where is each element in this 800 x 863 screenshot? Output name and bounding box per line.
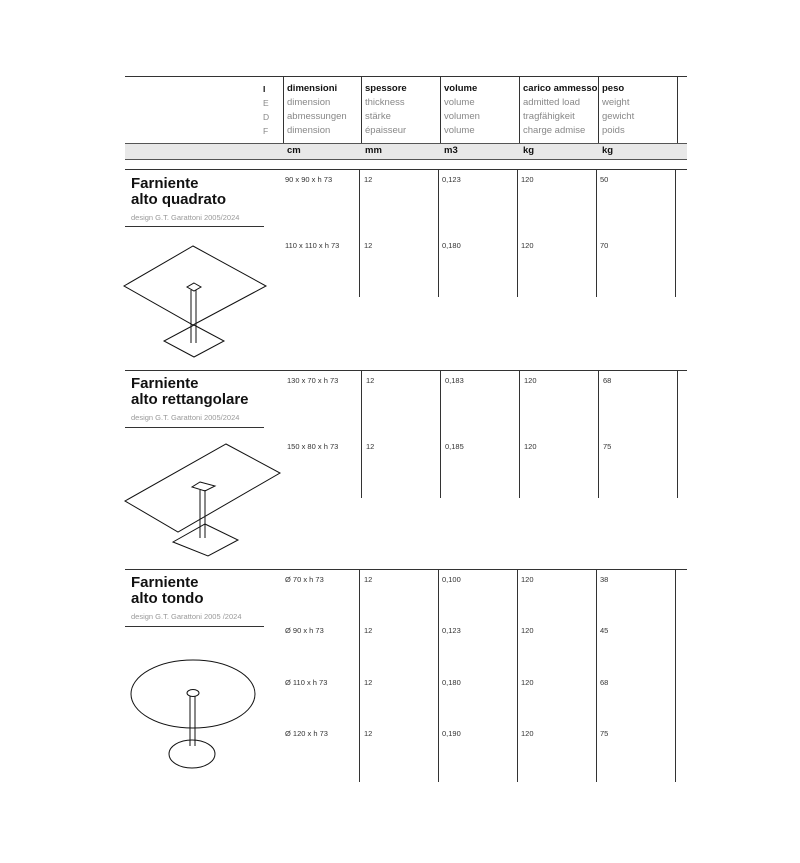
unit-weight: kg <box>602 145 614 156</box>
column-divider <box>517 570 518 782</box>
cell-thickness: 12 <box>366 376 375 385</box>
cell-dimension: Ø 120 x h 73 <box>285 729 328 738</box>
label-en: dimension <box>287 97 331 108</box>
section-top-rule <box>125 169 687 170</box>
designer-credit: design G.T. Garattoni 2005/2024 <box>131 213 240 222</box>
label-it: dimensioni <box>287 83 338 94</box>
rectangular-table-icon <box>120 440 285 560</box>
cell-weight: 75 <box>600 729 609 738</box>
column-divider <box>438 170 439 297</box>
column-header-thickness <box>365 82 407 138</box>
cell-volume: 0,123 <box>442 626 461 635</box>
header-divider <box>519 77 520 143</box>
column-header-dimension <box>287 82 347 138</box>
label-de: volumen <box>444 111 480 122</box>
unit-thickness: mm <box>365 145 382 156</box>
cell-weight: 50 <box>600 175 609 184</box>
product-name-line2: alto rettangolare <box>131 391 249 408</box>
cell-load: 120 <box>521 175 534 184</box>
column-divider <box>517 170 518 297</box>
cell-weight: 68 <box>603 376 612 385</box>
unit-dimension: cm <box>287 145 301 156</box>
lang-code-i: I <box>263 84 266 94</box>
cell-load: 120 <box>521 626 534 635</box>
cell-volume: 0,100 <box>442 575 461 584</box>
column-header-load <box>523 82 597 138</box>
column-divider <box>361 371 362 498</box>
cell-load: 120 <box>521 678 534 687</box>
section-top-rule <box>125 569 687 570</box>
cell-thickness: 12 <box>364 626 373 635</box>
cell-load: 120 <box>521 241 534 250</box>
designer-credit: design G.T. Garattoni 2005 /2024 <box>131 612 242 621</box>
product-name-line1: Farniente <box>131 175 199 192</box>
product-title <box>131 176 226 208</box>
header-divider <box>598 77 599 143</box>
cell-dimension: Ø 90 x h 73 <box>285 626 324 635</box>
label-it: spessore <box>365 83 407 94</box>
lang-code-f: F <box>263 126 269 136</box>
column-divider <box>440 371 441 498</box>
cell-volume: 0,185 <box>445 442 464 451</box>
cell-volume: 0,190 <box>442 729 461 738</box>
cell-dimension: 90 x 90 x h 73 <box>285 175 333 184</box>
cell-weight: 68 <box>600 678 609 687</box>
column-divider <box>596 570 597 782</box>
cell-volume: 0,183 <box>445 376 464 385</box>
column-divider <box>438 570 439 782</box>
label-de: gewicht <box>602 111 635 122</box>
square-table-icon <box>120 240 270 360</box>
column-divider <box>359 170 360 297</box>
cell-load: 120 <box>524 442 537 451</box>
cell-weight: 45 <box>600 626 609 635</box>
round-table-icon <box>125 650 270 775</box>
column-header-weight <box>602 82 634 138</box>
cell-thickness: 12 <box>364 729 373 738</box>
product-name-line1: Farniente <box>131 574 199 591</box>
label-it: volume <box>444 83 478 94</box>
cell-thickness: 12 <box>364 678 373 687</box>
label-de: tragfähigkeit <box>523 111 575 122</box>
label-fr: épaisseur <box>365 125 407 136</box>
title-underline <box>125 427 264 428</box>
unit-load: kg <box>523 145 535 156</box>
cell-weight: 70 <box>600 241 609 250</box>
cell-weight: 75 <box>603 442 612 451</box>
title-underline <box>125 626 264 627</box>
cell-dimension: Ø 110 x h 73 <box>285 678 328 687</box>
product-name-line2: alto quadrato <box>131 191 227 208</box>
cell-load: 120 <box>524 376 537 385</box>
cell-thickness: 12 <box>364 241 373 250</box>
column-divider <box>677 371 678 498</box>
title-underline <box>125 226 264 227</box>
label-it: carico ammesso <box>523 83 598 94</box>
cell-load: 120 <box>521 575 534 584</box>
unit-volume: m3 <box>444 145 458 156</box>
header-divider <box>283 77 284 143</box>
cell-thickness: 12 <box>364 575 373 584</box>
label-fr: dimension <box>287 125 331 136</box>
header-divider <box>677 77 678 143</box>
product-title <box>131 376 249 408</box>
column-divider <box>596 170 597 297</box>
label-en: weight <box>602 97 630 108</box>
product-name-line1: Farniente <box>131 375 199 392</box>
label-en: volume <box>444 97 475 108</box>
column-divider <box>519 371 520 498</box>
cell-dimension: 130 x 70 x h 73 <box>287 376 339 385</box>
cell-thickness: 12 <box>364 175 373 184</box>
cell-weight: 38 <box>600 575 609 584</box>
column-divider <box>359 570 360 782</box>
column-header-volume <box>444 82 480 138</box>
label-it: peso <box>602 83 625 94</box>
product-title <box>131 575 203 607</box>
cell-thickness: 12 <box>366 442 375 451</box>
cell-load: 120 <box>521 729 534 738</box>
cell-dimension: 110 x 110 x h 73 <box>285 241 340 250</box>
header-top-rule <box>125 76 687 77</box>
lang-code-e: E <box>263 98 269 108</box>
label-de: stärke <box>365 111 391 122</box>
lang-code-d: D <box>263 112 270 122</box>
section-top-rule <box>125 370 687 371</box>
label-fr: poids <box>602 125 625 136</box>
label-en: admitted load <box>523 97 581 108</box>
column-divider <box>675 170 676 297</box>
designer-credit: design G.T. Garattoni 2005/2024 <box>131 413 240 422</box>
cell-dimension: 150 x 80 x h 73 <box>287 442 339 451</box>
label-fr: charge admise <box>523 125 586 136</box>
cell-volume: 0,180 <box>442 241 461 250</box>
label-en: thickness <box>365 97 405 108</box>
column-divider <box>598 371 599 498</box>
header-divider <box>361 77 362 143</box>
header-divider <box>440 77 441 143</box>
label-fr: volume <box>444 125 475 136</box>
cell-volume: 0,123 <box>442 175 461 184</box>
product-name-line2: alto tondo <box>131 590 204 607</box>
column-divider <box>675 570 676 782</box>
label-de: abmessungen <box>287 111 347 122</box>
cell-dimension: Ø 70 x h 73 <box>285 575 324 584</box>
cell-volume: 0,180 <box>442 678 461 687</box>
